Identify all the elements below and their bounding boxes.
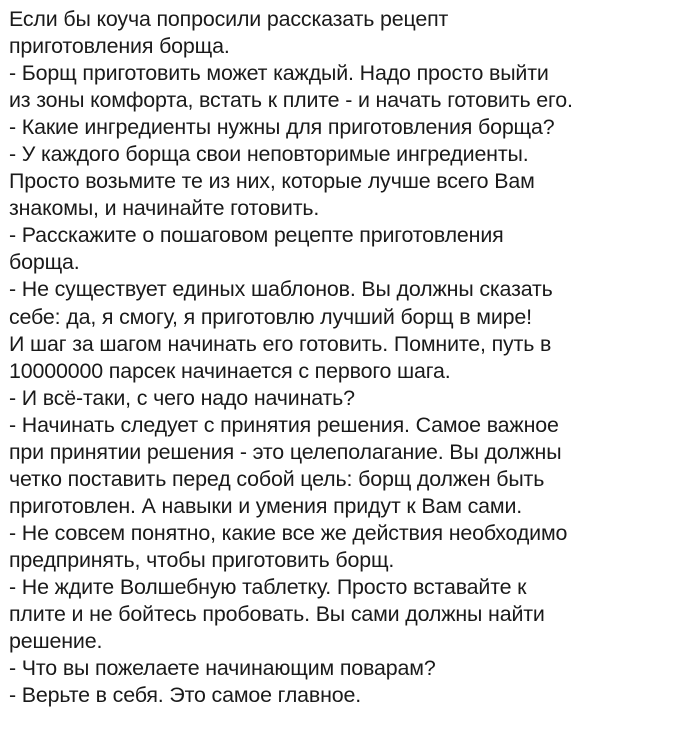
text-line: при принятии решения - это целеполагание. Вы должны (9, 439, 562, 464)
text-line: знакомы, и начинайте готовить. (9, 196, 320, 221)
text-line: - Не совсем понятно, какие все же действия необходимо (9, 520, 568, 545)
text-line: Если бы коуча попросили рассказать рецепт (9, 7, 449, 31)
text-line: - И всё-таки, с чего надо начинать? (9, 385, 355, 410)
text-line: - Не ждите Волшебную таблетку. Просто вставайте к (9, 574, 527, 599)
text-line: решение. (9, 629, 103, 654)
text-line: приготовлен. А навыки и умения придут к Вам сами. (9, 493, 523, 518)
text-line: четко поставить перед собой цель: борщ должен быть (9, 466, 545, 491)
text-line: - Расскажите о пошаговом рецепте приготовления (9, 223, 504, 248)
text-line: себе: да, я смогу, я приготовлю лучший борщ в мире! (9, 304, 532, 329)
text-line: Просто возьмите те из них, которые лучше всего Вам (9, 169, 535, 194)
text-line: приготовления борща. (9, 34, 230, 59)
text-line: - У каждого борща свои неповторимые ингредиенты. (9, 142, 529, 167)
text-line: 10000000 парсек начинается с первого шага. (9, 358, 451, 383)
text-line: предпринять, чтобы приготовить борщ. (9, 547, 395, 572)
text-line: - Начинать следует с принятия решения. Самое важное (9, 412, 559, 437)
text-line: из зоны комфорта, встать к плите - и начать готовить его. (9, 88, 573, 113)
text-line: - Не существует единых шаблонов. Вы должны сказать (9, 277, 553, 302)
text-line: И шаг за шагом начинать его готовить. Помните, путь в (9, 331, 552, 356)
text-line: - Верьте в себя. Это самое главное. (9, 683, 362, 708)
text-line: - Какие ингредиенты нужны для приготовления борща? (9, 115, 555, 140)
text-line: борща. (9, 250, 80, 275)
text-line: плите и не бойтесь пробовать. Вы сами должны найти (9, 602, 545, 627)
text-line: - Борщ приготовить может каждый. Надо просто выйти (9, 61, 549, 86)
text-line: - Что вы пожелаете начинающим поварам? (9, 656, 436, 681)
